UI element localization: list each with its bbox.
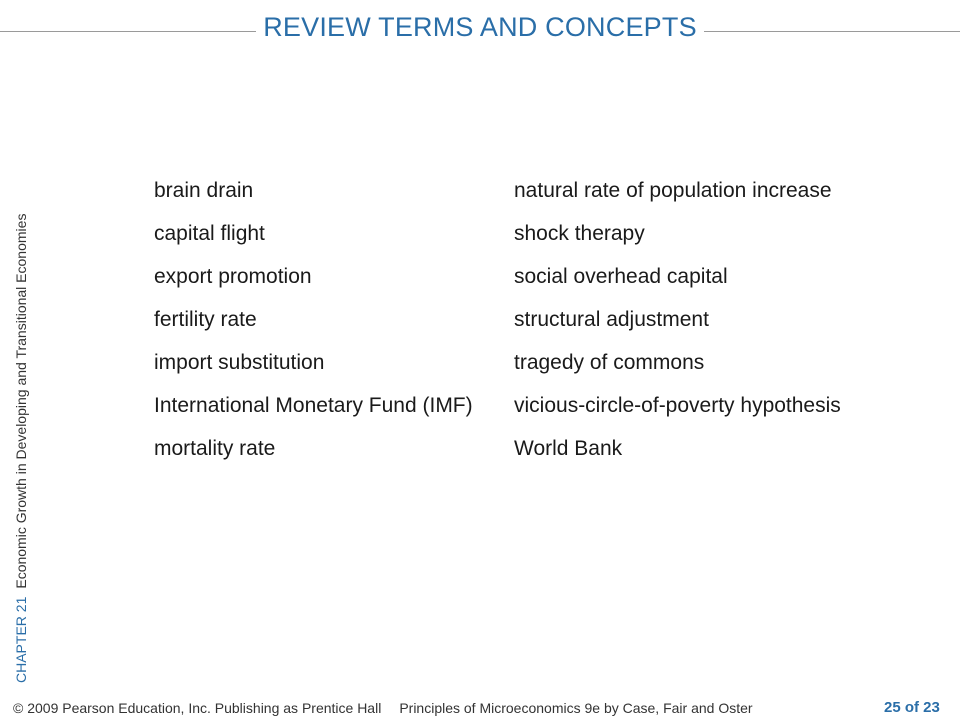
chapter-number: CHAPTER 21 [13,596,29,683]
term-item: shock therapy [514,222,645,245]
term-item: import substitution [154,351,325,374]
page-number: 25 of 23 [884,699,940,716]
title-rule-left [0,31,256,32]
chapter-topic: Economic Growth in Developing and Transitional Economies [13,213,29,589]
footer [13,700,753,716]
term-item: brain drain [154,179,254,202]
term-item: fertility rate [154,308,257,331]
title-rule-right [704,31,960,32]
terms-list-left [154,178,494,479]
term-item: capital flight [154,222,265,245]
term-item: structural adjustment [514,308,709,331]
terms-list-right [514,178,914,479]
term-item: vicious-circle-of-poverty hypothesis [514,394,841,417]
term-item: tragedy of commons [514,351,705,374]
chapter-side-label [13,83,29,683]
term-item: export promotion [154,265,312,288]
footer-book-title: Principles of Microeconomics 9e by Case, Fair and Oster [399,700,753,716]
term-item: International Monetary Fund (IMF) [154,394,473,417]
slide-title: REVIEW TERMS AND CONCEPTS [263,12,697,42]
term-item: natural rate of population increase [514,179,832,202]
term-item: social overhead capital [514,265,728,288]
term-item: mortality rate [154,437,276,460]
footer-copyright: © 2009 Pearson Education, Inc. Publishing as Prentice Hall [13,700,382,716]
term-item: World Bank [514,437,623,460]
